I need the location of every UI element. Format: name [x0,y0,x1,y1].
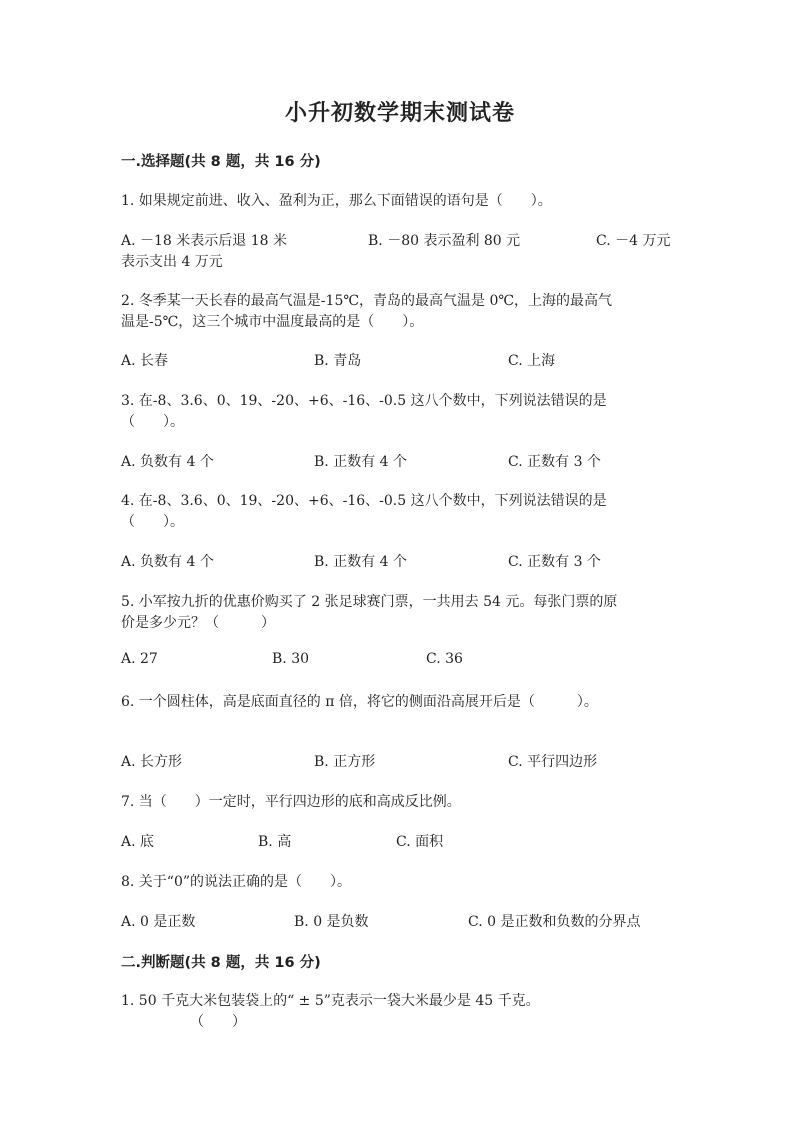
question-3-text-line2: （ ）。 [121,414,184,430]
page-title: 小升初数学期末测试卷 [284,101,515,126]
question-1-option-c-wrap: 表示支出 4 万元 [121,254,223,270]
question-7-text: 7. 当（ ）一定时，平行四边形的底和高成反比例。 [121,794,461,810]
question-2-text-line1: 2. 冬季某一天长春的最高气温是-15℃，青岛的最高气温是 0℃，上海的最高气 [121,293,613,309]
question-8-option-c: C. 0 是正数和负数的分界点 [468,914,641,930]
question-2-option-a: A. 长春 [121,353,169,369]
question-8-option-b: B. 0 是负数 [294,914,369,930]
question-7-option-c: C. 面积 [396,834,444,850]
question-2-option-b: B. 青岛 [314,353,362,369]
question-3-text-line1: 3. 在-8、3.6、0、19、-20、+6、-16、-0.5 这八个数中，下列说法错误的是 [121,393,607,409]
question-6-text: 6. 一个圆柱体，高是底面直径的 π 倍，将它的侧面沿高展开后是（ ）。 [121,694,598,710]
question-4-option-a: A. 负数有 4 个 [121,554,214,570]
question-5-option-a: A. 27 [121,651,158,667]
question-6-option-c: C. 平行四边形 [508,754,598,770]
question-5-text-line2: 价是多少元？（ ） [121,615,275,631]
question-1-option-c: C. －4 万元 [596,233,671,249]
question-8-text: 8. 关于“0”的说法正确的是（ ）。 [121,874,352,890]
question-2-option-c: C. 上海 [508,353,556,369]
question-1-text: 1. 如果规定前进、收入、盈利为正，那么下面错误的语句是（ ）。 [121,193,552,209]
judge-question-1-text: 1. 50 千克大米包装袋上的“ ± 5”克表示一袋大米最少是 45 千克。 [121,993,540,1009]
question-5-text-line1: 5. 小军按九折的优惠价购买了 2 张足球赛门票，一共用去 54 元。每张门票的原 [121,594,618,610]
question-3-option-b: B. 正数有 4 个 [314,454,407,470]
question-6-option-b: B. 正方形 [314,754,376,770]
section-heading-choice: 一.选择题(共 8 题，共 16 分) [121,154,321,170]
question-6-option-a: A. 长方形 [121,754,183,770]
question-7-option-a: A. 底 [121,834,155,850]
judge-question-1-answer-blank: （ ） [190,1014,246,1030]
question-4-text-line2: （ ）。 [121,514,184,530]
question-4-option-b: B. 正数有 4 个 [314,554,407,570]
question-3-option-a: A. 负数有 4 个 [121,454,214,470]
question-5-option-b: B. 30 [272,651,310,667]
question-8-option-a: A. 0 是正数 [121,914,196,930]
question-1-option-a: A. －18 米表示后退 18 米 [121,233,287,249]
section-heading-judge: 二.判断题(共 8 题，共 16 分) [121,955,321,971]
question-1-option-b: B. －80 表示盈利 80 元 [368,233,521,249]
question-5-option-c: C. 36 [426,651,463,667]
question-3-option-c: C. 正数有 3 个 [508,454,601,470]
question-2-text-line2: 温是-5℃，这三个城市中温度最高的是（ ）。 [121,314,424,330]
question-4-option-c: C. 正数有 3 个 [508,554,601,570]
question-4-text-line1: 4. 在-8、3.6、0、19、-20、+6、-16、-0.5 这八个数中，下列说法错误的是 [121,493,607,509]
question-7-option-b: B. 高 [258,834,292,850]
